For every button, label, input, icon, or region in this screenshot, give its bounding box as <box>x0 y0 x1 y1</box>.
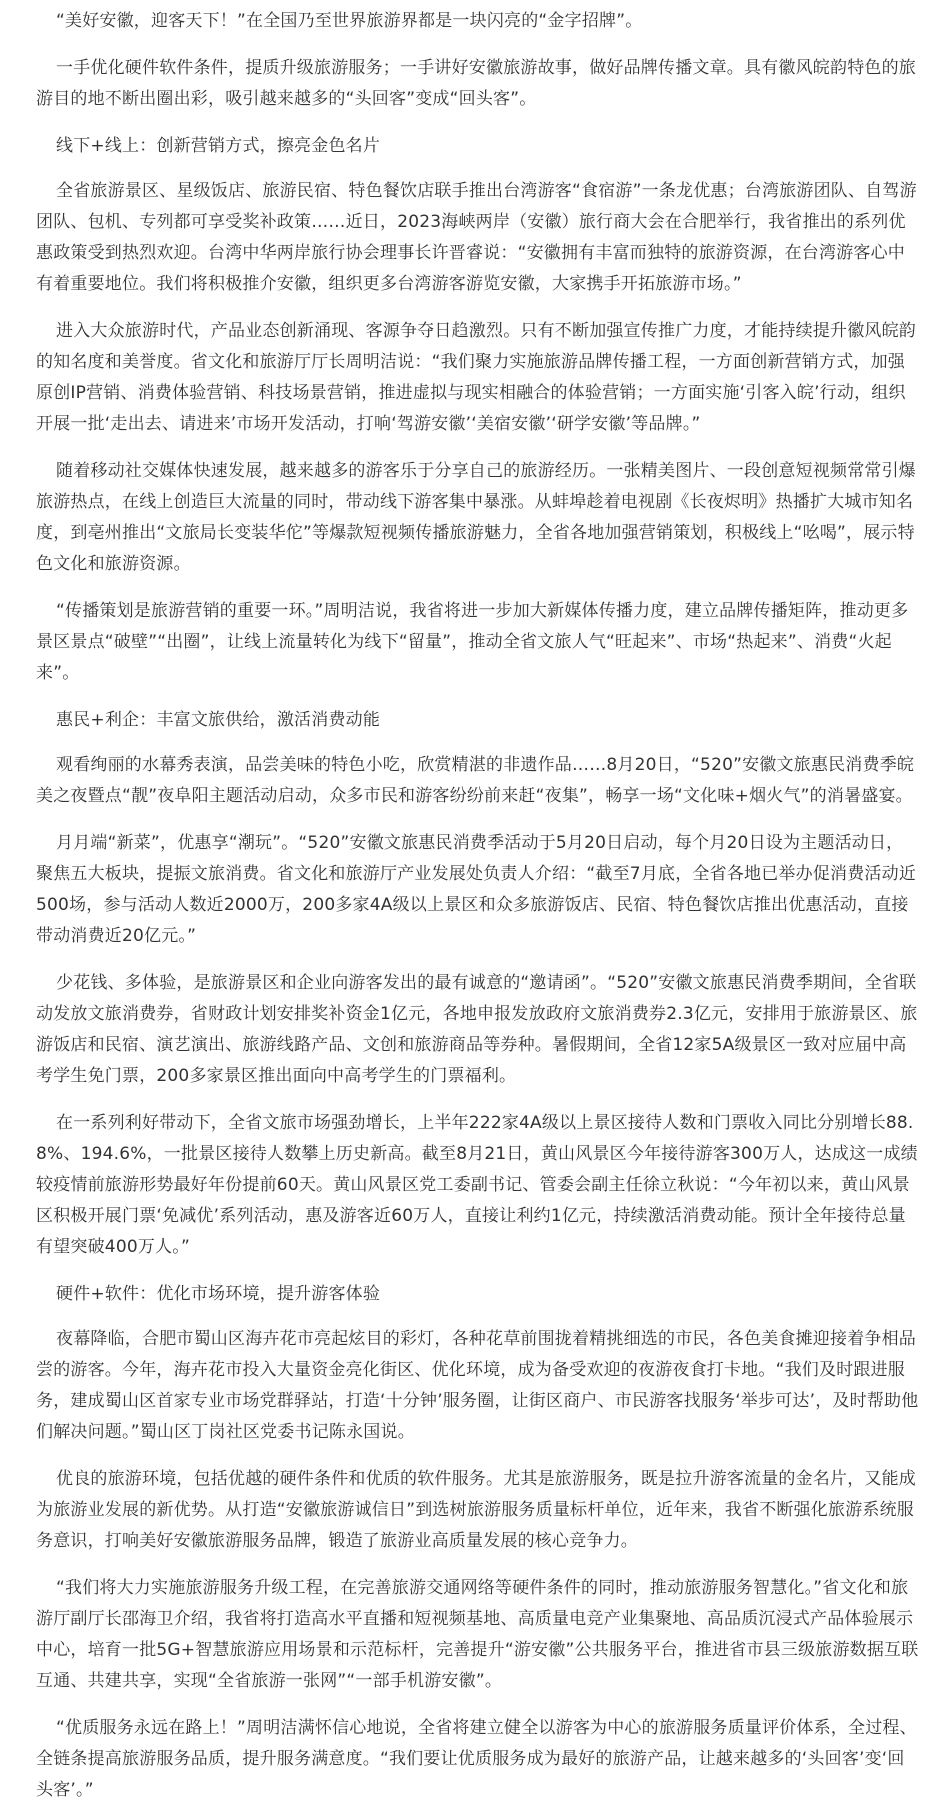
body-paragraph: 夜幕降临，合肥市蜀山区海卉花市亮起炫目的彩灯，各种花草前围拢着精挑细选的市民，各色美食摊迎接着争相品尝的游客。今年，海卉花市投入大量资金亮化街区、优化环境，成为备受欢迎的夜游夜食打卡地。“我们及时跟进服务，建成蜀山区首家专业市场党群驿站，打造‘十分钟’服务圈，让街区商户、市民游客找服务‘举步可达’，及时帮助他们解决问题。”蜀山区丁岗社区党委书记陈永国说。 <box>36 1329 919 1442</box>
body-paragraph: 少花钱、多体验，是旅游景区和企业向游客发出的最有诚意的“邀请函”。“520”安徽文旅惠民消费季期间，全省联动发放文旅消费券，省财政计划安排奖补资金1亿元，各地申报发放政府文旅消费券2.3亿元，安排用于旅游景区、旅游饭店和民宿、演艺演出、旅游线路产品、文创和旅游商品等券种。暑假期间，全省12家5A级景区一致对应届中高考学生免门票，200多家景区推出面向中高考学生的门票福利。 <box>36 973 918 1086</box>
body-paragraph: 月月端“新菜”，优惠享“潮玩”。“520”安徽文旅惠民消费季活动于5月20日启动，每个月20日设为主题活动日，聚焦五大板块，提振文旅消费。省文化和旅游厅产业发展处负责人介绍：“截至7月底，全省各地已举办促消费活动近500场，参与活动人数近2000万，200多家4A级以上景区和众多旅游饭店、民宿、特色餐饮店推出优惠活动，直接带动消费近20亿元。” <box>36 833 917 946</box>
intro-paragraph: “美好安徽，迎客天下！”在全国乃至世界旅游界都是一块闪亮的“金字招牌”。 <box>56 11 643 31</box>
section-heading-environment: 硬件+软件：优化市场环境，提升游客体验 <box>56 1284 381 1304</box>
body-paragraph: 观看绚丽的水幕秀表演，品尝美味的特色小吃，欣赏精湛的非遗作品……8月20日，“520”安徽文旅惠民消费季皖美之夜暨点“靓”夜阜阳主题活动启动，众多市民和游客纷纷前来赶“夜集”，畅享一场“文化味+烟火气”的消暑盛宴。 <box>36 755 915 806</box>
body-paragraph: 优良的旅游环境，包括优越的硬件条件和优质的软件服务。尤其是旅游服务，既是拉升游客流量的金名片，又能成为旅游业发展的新优势。从打造“安徽旅游诚信日”到选树旅游服务质量标杆单位，近年来，我省不断强化旅游系统服务意识，打响美好安徽旅游服务品牌，锻造了旅游业高质量发展的核心竞争力。 <box>36 1469 916 1551</box>
section-heading-consumption: 惠民+利企：丰富文旅供给，激活消费动能 <box>56 710 381 730</box>
body-paragraph: “传播策划是旅游营销的重要一环。”周明洁说，我省将进一步加大新媒体传播力度，建立品牌传播矩阵，推动更多景区景点“破壁”“出圈”，让线上流量转化为线下“留量”，推动全省文旅人气“旺起来”、市场“热起来”、消费“火起来”。 <box>36 601 909 683</box>
body-paragraph: “我们将大力实施旅游服务升级工程，在完善旅游交通网络等硬件条件的同时，推动旅游服务智慧化。”省文化和旅游厅副厅长邵海卫介绍，我省将打造高水平直播和短视频基地、高质量电竞产业集聚地、高品质沉浸式产品体验展示中心，培育一批5G+智慧旅游应用场景和示范标杆，完善提升“游安徽”公共服务平台，推进省市县三级旅游数据互联互通、共建共享，实现“全省旅游一张网”“一部手机游安徽”。 <box>36 1578 919 1691</box>
body-paragraph: 一手优化硬件软件条件，提质升级旅游服务；一手讲好安徽旅游故事，做好品牌传播文章。具有徽风皖韵特色的旅游目的地不断出圈出彩，吸引越来越多的“头回客”变成“回头客”。 <box>36 58 916 109</box>
body-paragraph: 全省旅游景区、星级饭店、旅游民宿、特色餐饮店联手推出台湾游客“食宿游”一条龙优惠；台湾旅游团队、自驾游团队、包机、专列都可享受奖补政策……近日，2023海峡两岸（安徽）旅行商大会在合肥举行，我省推出的系列优惠政策受到热烈欢迎。台湾中华两岸旅行协会理事长许晋睿说：“安徽拥有丰富而独特的旅游资源，在台湾游客心中有着重要地位。我们将积极推介安徽，组织更多台湾游客游览安徽，大家携手开拓旅游市场。” <box>36 181 917 294</box>
body-paragraph: 在一系列利好带动下，全省文旅市场强劲增长，上半年222家4A级以上景区接待人数和门票收入同比分别增长88.8%、194.6%，一批景区接待人数攀上历史新高。截至8月21日，黄山风景区今年接待游客300万人，达成这一成绩较疫情前旅游形势最好年份提前60天。黄山风景区党工委副书记、管委会副主任徐立秋说：“今年初以来，黄山风景区积极开展门票‘免减优’系列活动，惠及游客近60万人，直接让利约1亿元，持续激活消费动能。预计全年接待总量有望突破400万人。” <box>36 1113 918 1257</box>
body-paragraph: 随着移动社交媒体快速发展，越来越多的游客乐于分享自己的旅游经历。一张精美图片、一段创意短视频常常引爆旅游热点，在线上创造巨大流量的同时，带动线下游客集中暴涨。从蚌埠趁着电视剧《长夜烬明》热播扩大城市知名度，到亳州推出“文旅局长变装华佗”等爆款短视频传播旅游魅力，全省各地加强营销策划，积极线上“吆喝”，展示特色文化和旅游资源。 <box>36 461 916 574</box>
body-paragraph: 进入大众旅游时代，产品业态创新涌现、客源争夺日趋激烈。只有不断加强宣传推广力度，才能持续提升徽风皖韵的知名度和美誉度。省文化和旅游厅厅长周明洁说：“我们聚力实施旅游品牌传播工程，一方面创新营销方式，加强原创IP营销、消费体验营销、科技场景营销，推进虚拟与现实相融合的体验营销；一方面实施‘引客入皖’行动，组织开展一批‘走出去、请进来’市场开发活动，打响‘驾游安徽’‘美宿安徽’‘研学安徽’等品牌。” <box>36 321 916 434</box>
closing-paragraph: “优质服务永远在路上！”周明洁满怀信心地说，全省将建立健全以游客为中心的旅游服务质量评价体系，全过程、全链条提高旅游服务品质，提升服务满意度。“我们要让优质服务成为最好的旅游产品，让越来越多的‘头回客’变‘回头客’。” <box>36 1718 917 1800</box>
section-heading-marketing: 线下+线上：创新营销方式，擦亮金色名片 <box>56 136 381 156</box>
